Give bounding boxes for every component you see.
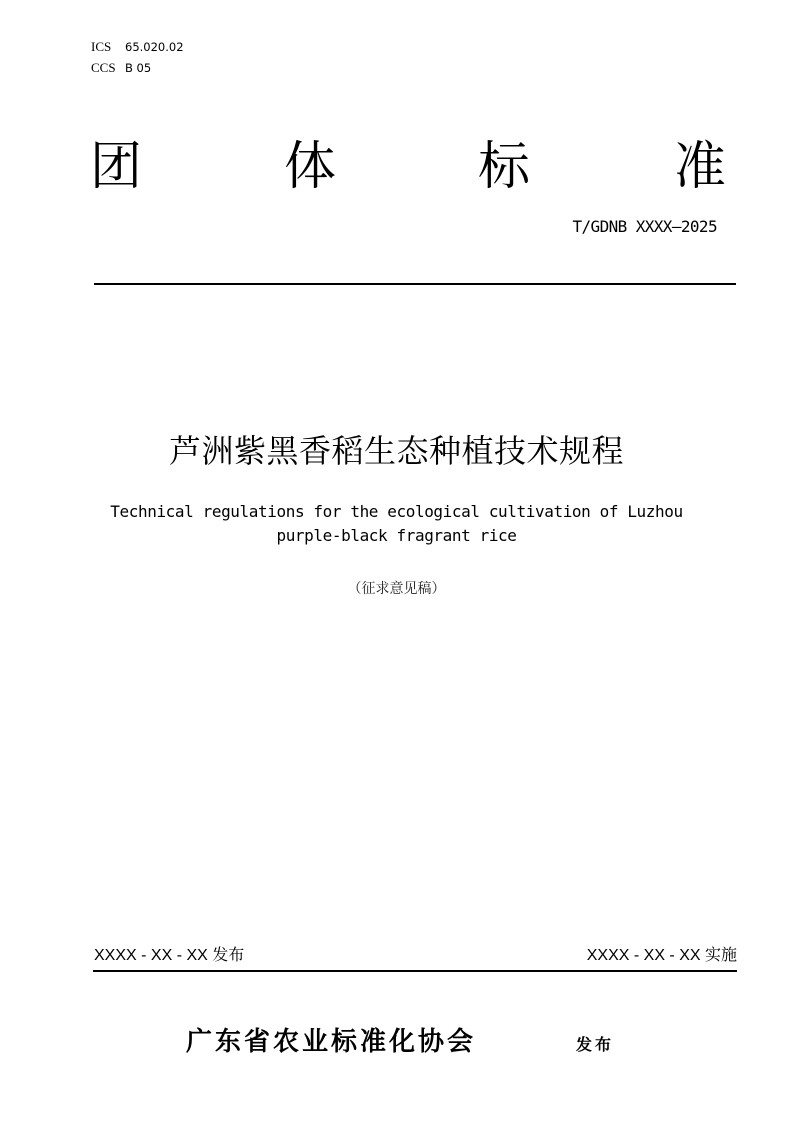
footer-divider — [93, 970, 737, 972]
standard-type-char: 标 — [477, 137, 530, 197]
publisher-name: 广东省农业标准化协会 — [186, 1027, 477, 1057]
ccs-classification — [91, 61, 151, 75]
header-divider — [94, 283, 736, 285]
ccs-value: B 05 — [125, 61, 152, 75]
draft-status: （征求意见稿） — [347, 581, 446, 597]
ics-classification — [91, 40, 184, 54]
title-en-line-1: Technical regulations for the ecological cultivation of Luzhou — [110, 502, 683, 521]
standard-type-char: 团 — [89, 137, 142, 197]
ccs-label: CCS — [91, 60, 116, 75]
title-en-line-2: purple-black fragrant rice — [276, 526, 517, 545]
publisher-suffix: 发布 — [576, 1035, 615, 1054]
document-title-zh: 芦洲紫黑香稻生态种植技术规程 — [168, 432, 624, 470]
ics-value: 65.020.02 — [125, 40, 184, 54]
standard-code: T/GDNB XXXX—2025 — [572, 217, 717, 236]
document-title-en — [0, 500, 793, 548]
publish-date: XXXX - XX - XX 发布 — [94, 947, 245, 964]
implement-date: XXXX - XX - XX 实施 — [586, 947, 737, 964]
standard-type-char: 体 — [283, 137, 336, 197]
standard-type-char: 准 — [673, 137, 726, 197]
ics-label: ICS — [91, 39, 112, 54]
